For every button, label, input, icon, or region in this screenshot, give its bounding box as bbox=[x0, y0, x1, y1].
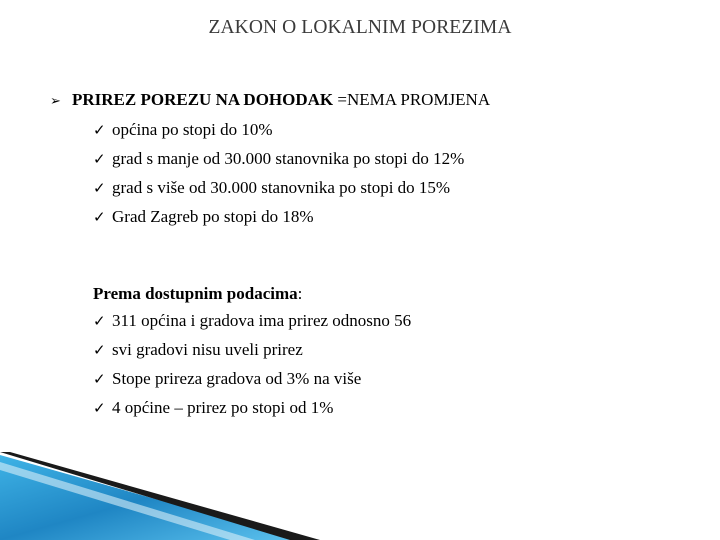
list-item bbox=[93, 145, 464, 174]
checkmark-icon: ✓ bbox=[93, 401, 106, 417]
list-item-text: 311 općina i gradova ima prirez odnosno 56 bbox=[112, 311, 412, 330]
main-bullet-bold: PRIREZ POREZU NA DOHODAK bbox=[72, 90, 334, 109]
slide-title: ZAKON O LOKALNIM POREZIMA bbox=[208, 17, 512, 38]
list-item bbox=[93, 203, 464, 232]
list-item-text: svi gradovi nisu uveli prirez bbox=[112, 340, 303, 359]
list-item bbox=[93, 116, 464, 145]
light-swoosh-shape bbox=[0, 462, 255, 540]
list-item bbox=[93, 174, 464, 203]
checkmark-icon: ✓ bbox=[93, 314, 106, 330]
checkmark-icon: ✓ bbox=[93, 152, 106, 168]
arrow-bullet-icon: ➢ bbox=[50, 93, 61, 108]
list-item-text: Grad Zagreb po stopi do 18% bbox=[112, 207, 314, 226]
dark-swoosh-shape bbox=[0, 452, 320, 540]
list-item bbox=[93, 394, 411, 423]
checkmark-icon: ✓ bbox=[93, 210, 106, 226]
list-item bbox=[93, 365, 411, 394]
list-item-text: Stope prireza gradova od 3% na više bbox=[112, 369, 362, 388]
rates-list bbox=[93, 116, 464, 232]
list-item-text: 4 općine – prirez po stopi od 1% bbox=[112, 398, 334, 417]
list-item bbox=[93, 336, 411, 365]
section-heading-text: Prema dostupnim podacima bbox=[93, 284, 298, 303]
list-item bbox=[93, 307, 411, 336]
list-item-text: općina po stopi do 10% bbox=[112, 120, 273, 139]
section-heading bbox=[93, 280, 411, 307]
checkmark-icon: ✓ bbox=[93, 372, 106, 388]
checkmark-icon: ✓ bbox=[93, 181, 106, 197]
section-heading-colon: : bbox=[297, 284, 303, 303]
blue-wedge-shape bbox=[0, 455, 300, 540]
list-item-text: grad s više od 30.000 stanovnika po stopi do 15% bbox=[112, 178, 451, 197]
checkmark-icon: ✓ bbox=[93, 343, 106, 359]
data-section bbox=[93, 280, 411, 423]
main-bullet bbox=[50, 90, 490, 110]
checkmark-icon: ✓ bbox=[93, 123, 106, 139]
list-item-text: grad s manje od 30.000 stanovnika po stopi do 12% bbox=[112, 149, 465, 168]
main-bullet-rest: =NEMA PROMJENA bbox=[333, 90, 491, 109]
